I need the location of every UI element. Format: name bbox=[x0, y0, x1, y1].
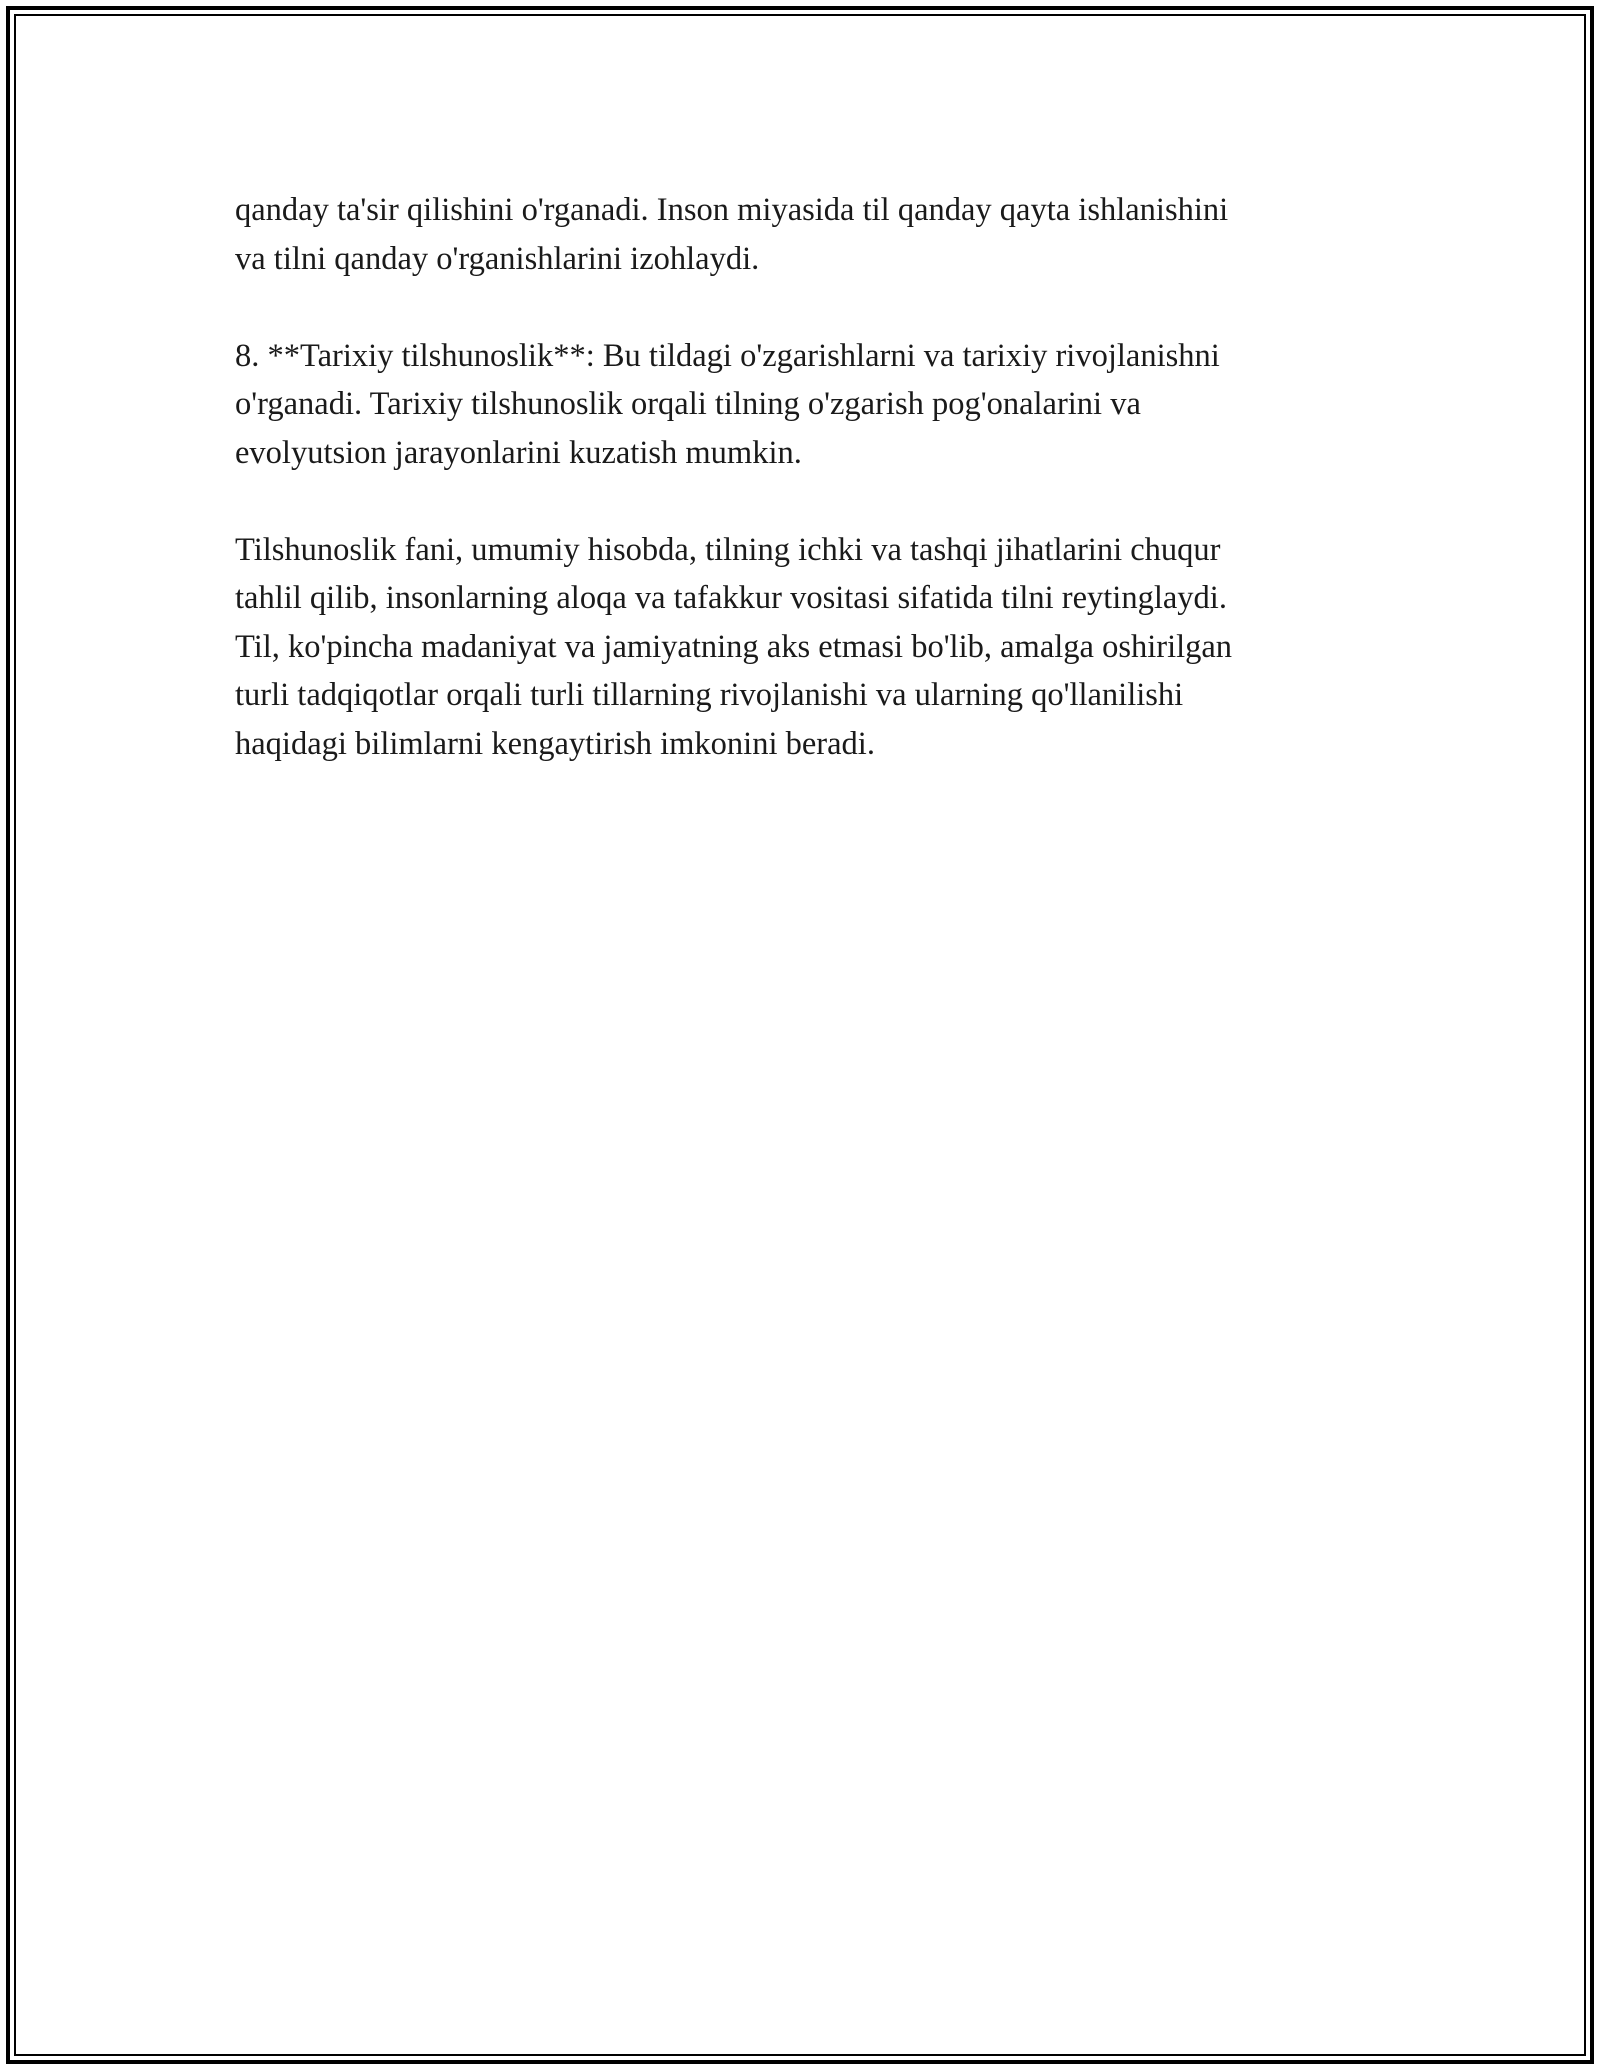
paragraph-continuation bbox=[235, 186, 1375, 283]
text-line: haqidagi bilimlarni kengaytirish imkonini beradi. bbox=[235, 725, 875, 762]
text-line: 8. **Tarixiy tilshunoslik**: Bu tildagi o'zgarishlarni va tarixiy rivojlanishni bbox=[235, 337, 1220, 374]
paragraph-conclusion bbox=[235, 526, 1375, 769]
text-line: evolyutsion jarayonlarini kuzatish mumkin. bbox=[235, 434, 802, 471]
text-line: qanday ta'sir qilishini o'rganadi. Inson miyasida til qanday qayta ishlanishini bbox=[235, 192, 1229, 228]
text-line: o'rganadi. Tarixiy tilshunoslik orqali tilning o'zgarish pog'onalarini va bbox=[235, 386, 1141, 422]
text-line: Tilshunoslik fani, umumiy hisobda, tilning ichki va tashqi jihatlarini chuqur bbox=[235, 531, 1221, 568]
text-line: va tilni qanday o'rganishlarini izohlaydi. bbox=[235, 240, 760, 277]
paragraph-historical-linguistics bbox=[235, 332, 1375, 478]
text-line: turli tadqiqotlar orqali turli tillarning rivojlanishi va ularning qo'llanilishi bbox=[235, 677, 1184, 713]
document-body bbox=[235, 186, 1375, 817]
text-line: Til, ko'pincha madaniyat va jamiyatning aks etmasi bo'lib, amalga oshirilgan bbox=[235, 628, 1233, 665]
text-line: tahlil qilib, insonlarning aloqa va tafakkur vositasi sifatida tilni reytinglaydi. bbox=[235, 580, 1227, 616]
